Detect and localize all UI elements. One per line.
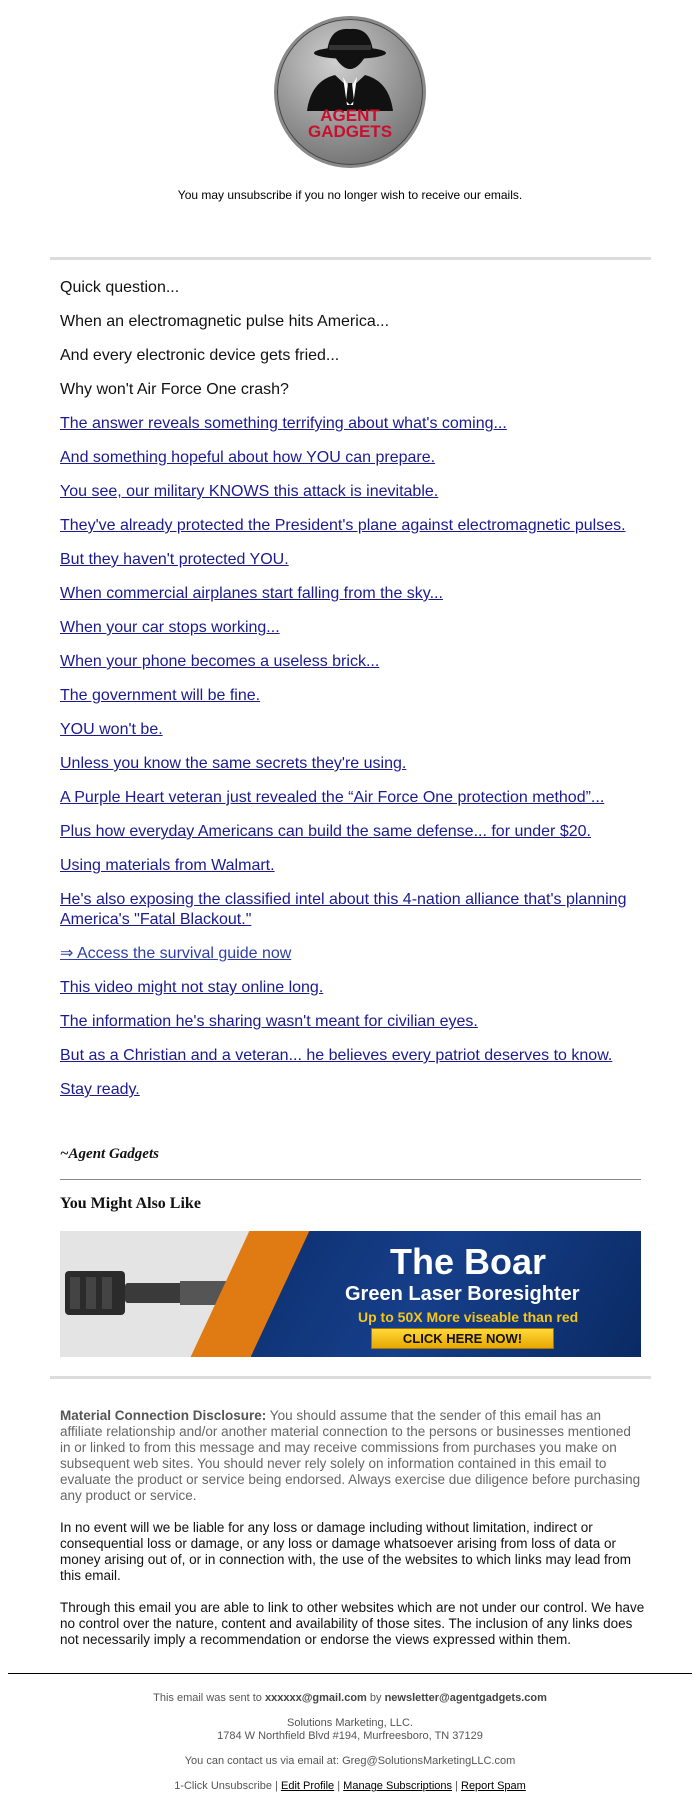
- disclosure-text: You should assume that the sender of this email has an affiliate relationship and/or another material connection to the persons or businesses mentioned in or linked to from this message and may receive commissions from purchases you make on subsequent web sites. You should never rely solely on information contained in this email to evaluate the product or service being endorsed. Always exercise due diligence before purchasing any product or service.: [60, 1408, 641, 1503]
- body-text-line: Quick question...: [60, 279, 180, 296]
- banner-title: The Boar: [390, 1241, 547, 1282]
- disclosure-paragraph-1: [60, 1408, 645, 1504]
- email-body: [60, 278, 650, 1114]
- recipient-email: xxxxxx@gmail.com: [264, 1692, 367, 1704]
- disclosure-section: [60, 1408, 645, 1664]
- company-address: [0, 1717, 700, 1743]
- edit-profile-link[interactable]: Edit Profile: [280, 1780, 335, 1792]
- body-link-line[interactable]: When commercial airplanes start falling from the sky...: [60, 585, 443, 602]
- body-link-line[interactable]: When your car stops working...: [60, 619, 280, 636]
- banner-subtitle: Green Laser Boresighter: [345, 1283, 580, 1305]
- footer-links: [0, 1780, 700, 1793]
- body-link-line[interactable]: He's also exposing the classified intel about this 4-nation alliance that's planning America's "Fatal Blackout.": [60, 891, 627, 928]
- footer-separator: |: [272, 1780, 281, 1792]
- body-link-line[interactable]: But they haven't protected YOU.: [60, 551, 289, 568]
- company-name: Solutions Marketing, LLC.: [287, 1717, 413, 1729]
- body-link-line[interactable]: They've already protected the President's plane against electromagnetic pulses.: [60, 517, 626, 534]
- footer-separator: |: [452, 1780, 461, 1792]
- body-link-line[interactable]: The information he's sharing wasn't meant for civilian eyes.: [60, 1013, 478, 1030]
- signature: ~Agent Gadgets: [60, 1146, 159, 1162]
- unsubscribe-notice: You may unsubscribe if you no longer wish to receive our emails.: [177, 188, 523, 202]
- report-spam-link[interactable]: Report Spam: [461, 1780, 526, 1792]
- sent-by-word: by: [366, 1692, 385, 1704]
- body-text-line: When an electromagnetic pulse hits America...: [60, 313, 390, 330]
- manage-subscriptions-link[interactable]: Manage Subscriptions: [343, 1780, 453, 1792]
- body-link-line[interactable]: When your phone becomes a useless brick...: [60, 653, 380, 670]
- logo-text-agent: AGENT: [320, 106, 380, 125]
- body-text-line: And every electronic device gets fried...: [60, 347, 340, 364]
- logo-text-gadgets: GADGETS: [307, 122, 393, 141]
- signature-divider: [60, 1179, 641, 1180]
- street-address: 1784 W Northfield Blvd #194, Murfreesboro, TN 37129: [217, 1730, 483, 1742]
- body-text-line: Why won't Air Force One crash?: [60, 381, 289, 398]
- footer-separator: |: [334, 1780, 344, 1792]
- body-link-line[interactable]: Using materials from Walmart.: [60, 857, 275, 874]
- agent-gadgets-logo[interactable]: [274, 16, 426, 168]
- footer-divider: [8, 1673, 692, 1674]
- top-divider: [50, 257, 651, 260]
- sent-prefix: This email was sent to: [153, 1692, 265, 1704]
- liability-paragraph: In no event will we be liable for any loss or damage including without limitation, indirect or consequential loss or damage, or any loss or damage whatsoever arising from loss of data or money arising out of, or in connection with, the use of the websites to which links may lead from this email.: [60, 1520, 632, 1583]
- body-link-line[interactable]: The government will be fine.: [60, 687, 261, 704]
- body-link-line[interactable]: This video might not stay online long.: [60, 979, 324, 996]
- body-link-line[interactable]: YOU won't be.: [60, 721, 163, 738]
- body-link-line[interactable]: Unless you know the same secrets they're using.: [60, 755, 407, 772]
- product-banner[interactable]: [60, 1231, 641, 1357]
- disclosure-label: Material Connection Disclosure:: [60, 1408, 267, 1423]
- sender-email: newsletter@agentgadgets.com: [384, 1692, 547, 1704]
- external-links-paragraph: Through this email you are able to link to other websites which are not under our control. We have no control over the nature, content and availability of those sites. The inclusion of any links does not necessarily imply a recommendation or endorse the views expressed within them.: [60, 1600, 645, 1647]
- body-link-line[interactable]: Plus how everyday Americans can build the same defense... for under $20.: [60, 823, 591, 840]
- sent-to-line: [0, 1692, 700, 1705]
- body-link-line[interactable]: ⇒ Access the survival guide now: [60, 945, 292, 962]
- logo-container: [0, 0, 700, 168]
- you-might-also-like-heading: You Might Also Like: [60, 1195, 201, 1212]
- body-link-line[interactable]: The answer reveals something terrifying about what's coming...: [60, 415, 507, 432]
- email-footer: [0, 1692, 700, 1805]
- body-link-line[interactable]: But as a Christian and a veteran... he believes every patriot deserves to know.: [60, 1047, 613, 1064]
- one-click-unsubscribe-link[interactable]: 1-Click Unsubscribe: [174, 1780, 272, 1792]
- body-link-line[interactable]: You see, our military KNOWS this attack is inevitable.: [60, 483, 439, 500]
- spy-silhouette-icon: [277, 19, 423, 165]
- banner-cta-button[interactable]: CLICK HERE NOW!: [371, 1328, 554, 1349]
- banner-tagline: Up to 50X More viseable than red: [358, 1309, 579, 1325]
- body-link-line[interactable]: And something hopeful about how YOU can prepare.: [60, 449, 436, 466]
- bottom-divider: [50, 1376, 651, 1379]
- body-link-line[interactable]: Stay ready.: [60, 1081, 140, 1098]
- contact-line: You can contact us via email at: Greg@SolutionsMarketingLLC.com: [184, 1755, 516, 1767]
- body-link-line[interactable]: A Purple Heart veteran just revealed the “Air Force One protection method”...: [60, 789, 605, 806]
